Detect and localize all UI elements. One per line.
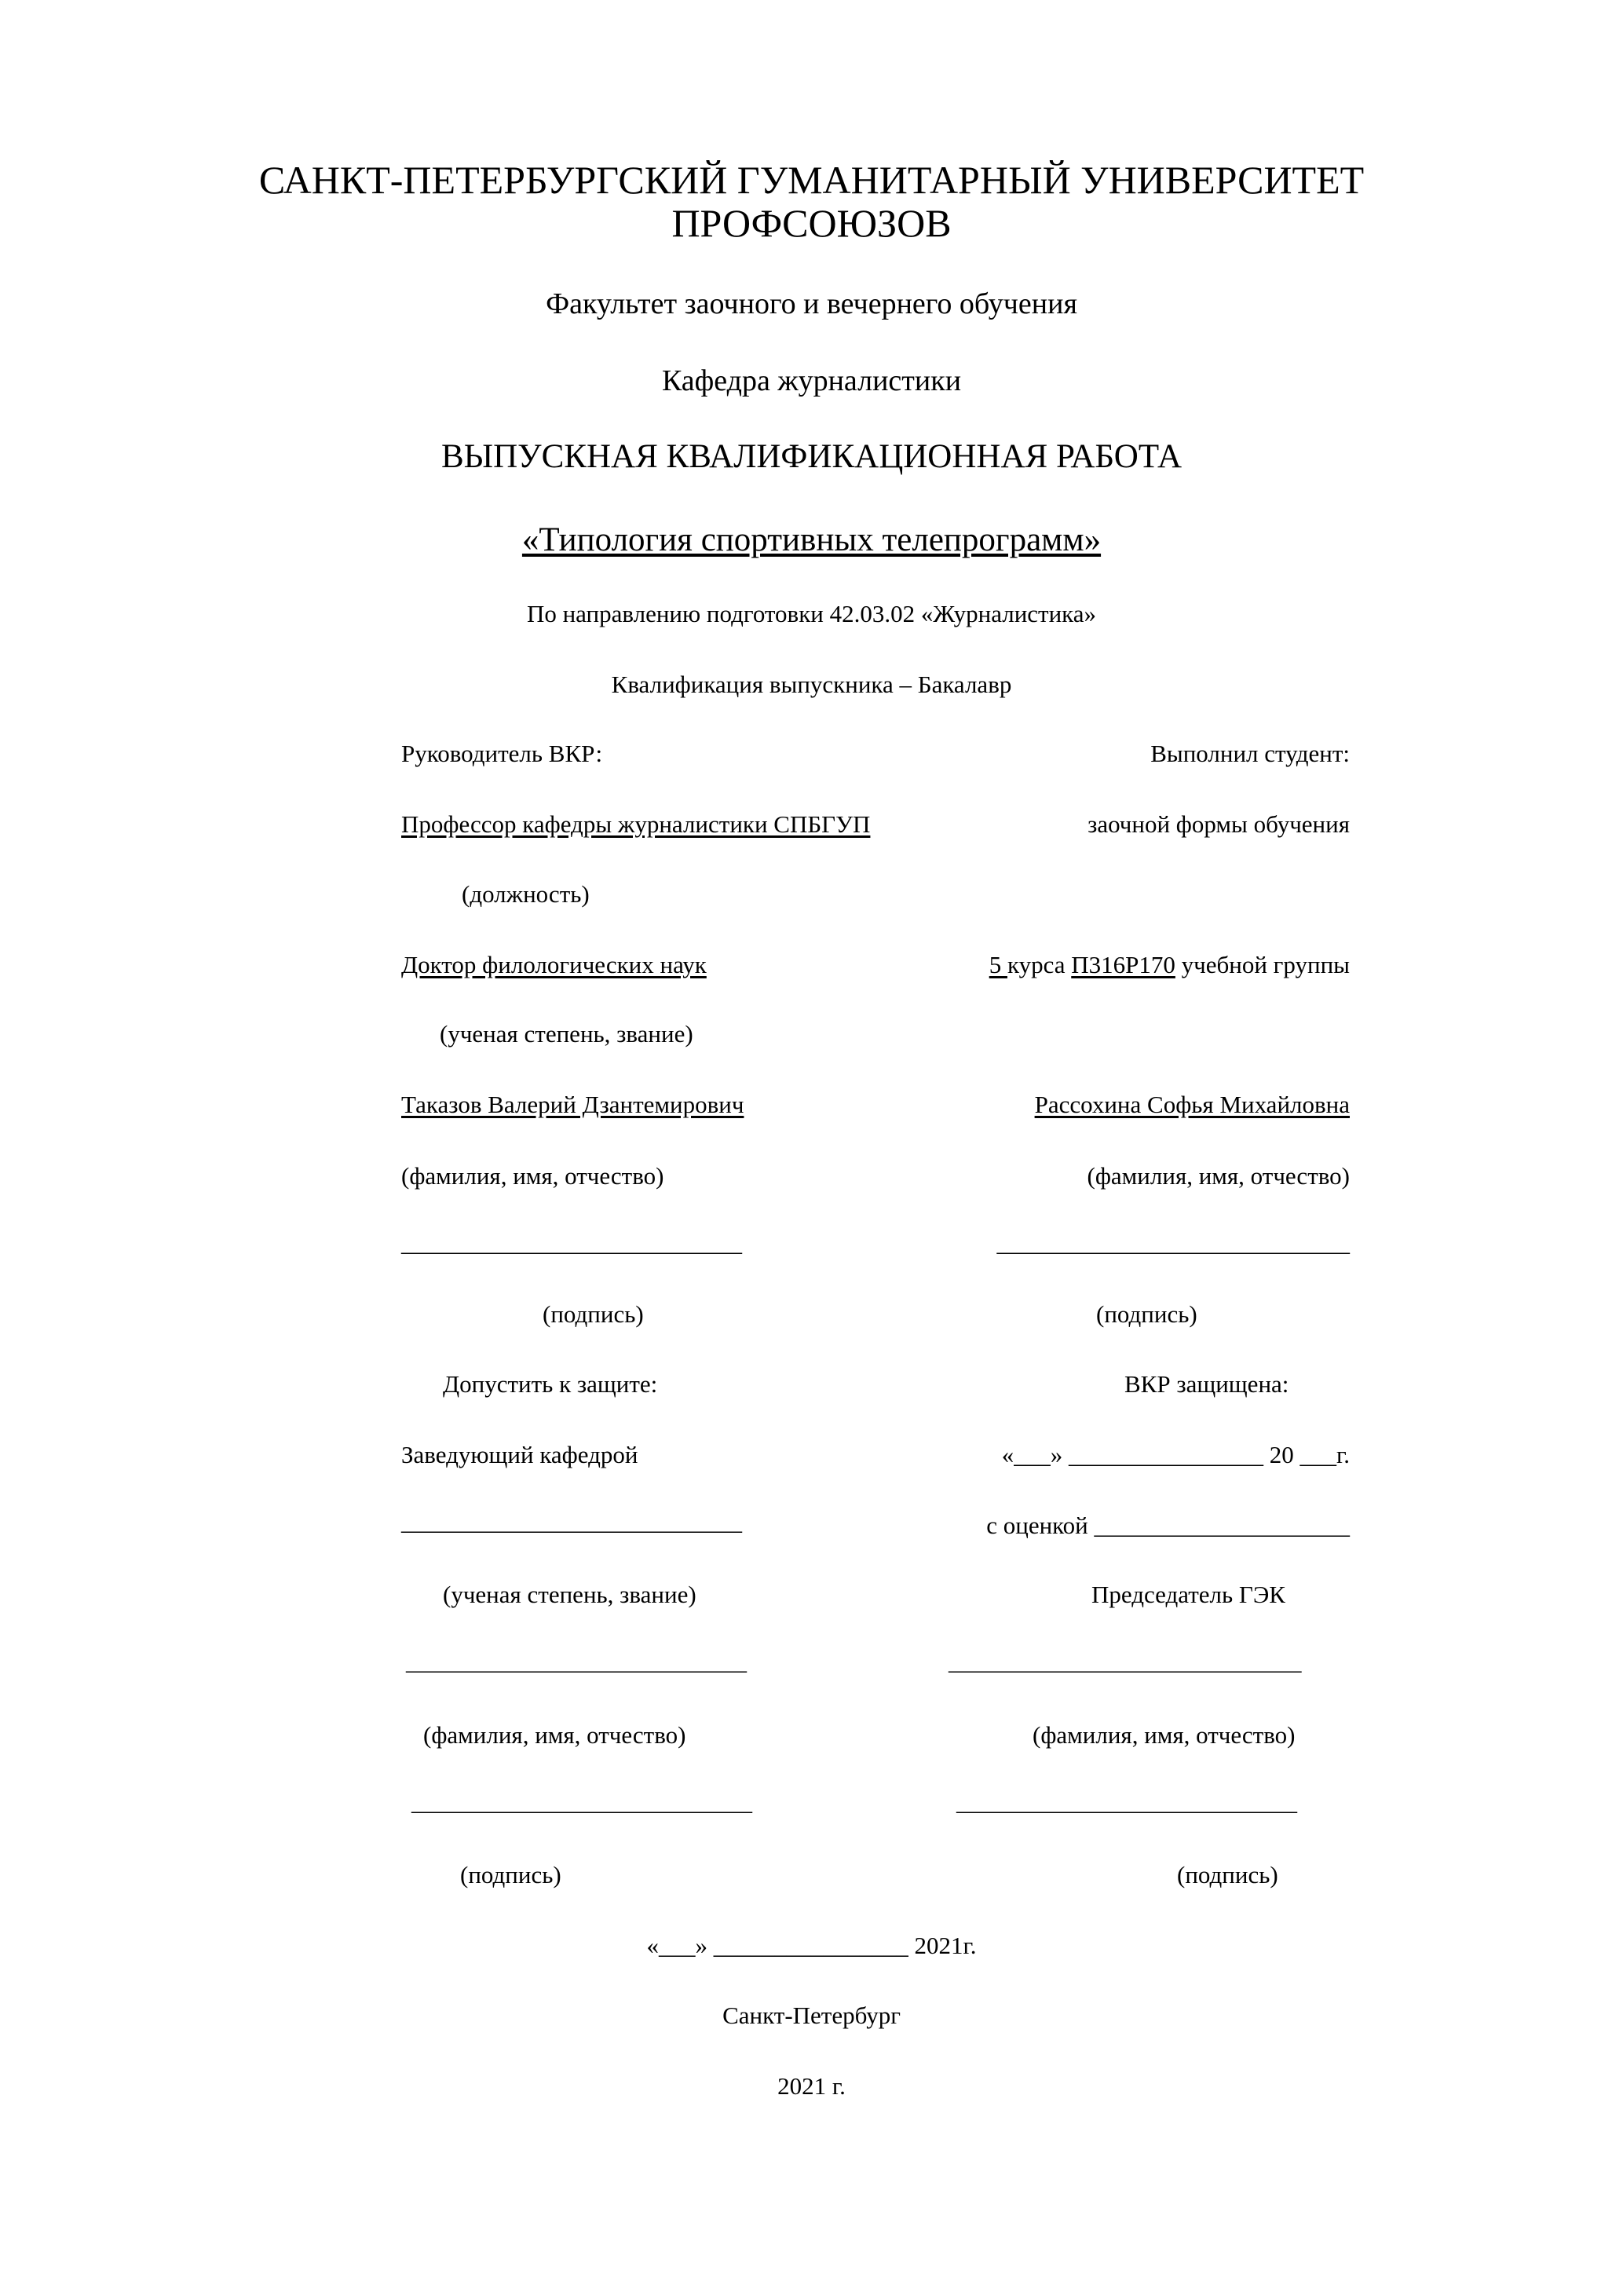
direction: По направлению подготовки 42.03.02 «Журналистика» bbox=[526, 600, 1097, 627]
footer-date: «___» ________________ 2021г. bbox=[646, 1932, 977, 1959]
supervisor-position: Профессор кафедры журналистики СПБГУП bbox=[401, 810, 871, 838]
supervisor-label: Руководитель ВКР: bbox=[401, 740, 603, 767]
supervisor-name-caption: (фамилия, имя, отчество) bbox=[401, 1162, 664, 1190]
qualification: Квалификация выпускника – Бакалавр bbox=[611, 671, 1012, 698]
student-signature-caption: (подпись) bbox=[1096, 1300, 1197, 1328]
head-line-3: ____________________________ bbox=[411, 1788, 752, 1815]
course-group bbox=[989, 951, 1350, 979]
city: Санкт-Петербург bbox=[722, 2002, 901, 2029]
degree-caption: (ученая степень, звание) bbox=[440, 1020, 693, 1047]
position-caption: (должность) bbox=[462, 880, 590, 908]
head-of-department: Заведующий кафедрой bbox=[401, 1441, 638, 1468]
chair-signature-caption: (подпись) bbox=[1177, 1861, 1278, 1888]
head-degree-caption: (ученая степень, звание) bbox=[443, 1581, 696, 1608]
group-code: П316Р170 bbox=[1071, 951, 1175, 978]
course-word: курса bbox=[1007, 951, 1072, 978]
defense-date: «___» ________________ 20 ___г. bbox=[1001, 1441, 1350, 1468]
head-line-1: ____________________________ bbox=[401, 1508, 742, 1535]
gek-chair: Председатель ГЭК bbox=[1091, 1581, 1285, 1608]
supervisor-name: Таказов Валерий Дзантемирович bbox=[401, 1091, 744, 1118]
university-name-line1: САНКТ-ПЕТЕРБУРГСКИЙ ГУМАНИТАРНЫЙ УНИВЕРСИТЕТ bbox=[258, 158, 1365, 202]
head-name-caption: (фамилия, имя, отчество) bbox=[423, 1721, 686, 1749]
student-name-caption: (фамилия, имя, отчество) bbox=[1087, 1162, 1350, 1190]
defense-label: ВКР защищена: bbox=[1124, 1370, 1289, 1398]
university-name-line2: ПРОФСОЮЗОВ bbox=[671, 201, 952, 245]
chair-name-caption: (фамилия, имя, отчество) bbox=[1033, 1721, 1296, 1749]
faculty: Факультет заочного и вечернего обучения bbox=[546, 287, 1077, 320]
student-signature-line: _____________________________ bbox=[996, 1229, 1350, 1256]
thesis-title-text: «Типология спортивных телепрограмм» bbox=[521, 521, 1102, 558]
defense-grade: с оценкой _____________________ bbox=[986, 1512, 1350, 1539]
year: 2021 г. bbox=[777, 2072, 846, 2100]
student-label: Выполнил студент: bbox=[1150, 740, 1350, 767]
study-form: заочной формы обучения bbox=[1087, 810, 1350, 838]
department: Кафедра журналистики bbox=[661, 364, 962, 397]
admission-label: Допустить к защите: bbox=[443, 1370, 658, 1398]
work-type: ВЫПУСКНАЯ КВАЛИФИКАЦИОННАЯ РАБОТА bbox=[440, 438, 1183, 475]
chair-line-1: _____________________________ bbox=[949, 1647, 1302, 1675]
head-line-2: ____________________________ bbox=[406, 1647, 747, 1675]
head-signature-caption: (подпись) bbox=[460, 1861, 561, 1888]
supervisor-signature-caption: (подпись) bbox=[543, 1300, 644, 1328]
thesis-title bbox=[0, 521, 1623, 559]
student-name: Рассохина Софья Михайловна bbox=[1034, 1091, 1350, 1118]
supervisor-signature-line: ____________________________ bbox=[401, 1229, 742, 1256]
course-number: 5 bbox=[989, 951, 1007, 978]
supervisor-degree: Доктор филологических наук bbox=[401, 951, 707, 978]
chair-line-2: ____________________________ bbox=[956, 1788, 1297, 1815]
group-suffix: учебной группы bbox=[1175, 951, 1350, 978]
